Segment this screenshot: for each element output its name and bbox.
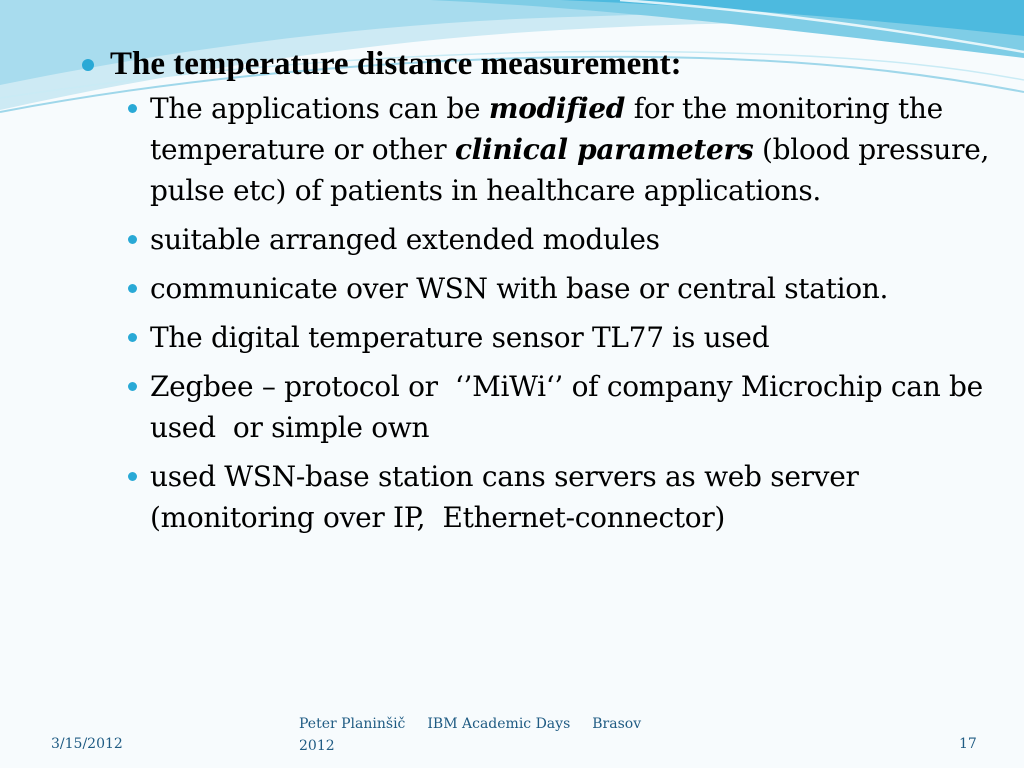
bullet-item: [78, 219, 998, 260]
footer-city: Brasov: [592, 716, 642, 732]
bullet-dot-icon: [128, 104, 137, 113]
bullet-text: suitable arranged extended modules: [150, 223, 660, 256]
footer-author: Peter Planinšič: [299, 716, 406, 732]
footer-center: [299, 713, 679, 757]
footer-page-number: 17: [959, 736, 977, 752]
slide-title: The temperature distance measurement:: [110, 46, 682, 82]
bullet-dot-icon: [128, 333, 137, 342]
bullet-item: [78, 366, 998, 448]
footer-year: 2012: [299, 738, 335, 754]
bullet-text-segment: (blood pressure, pulse etc) of patients in healthcare applications.: [150, 133, 990, 207]
bullet-dot-icon: [82, 59, 94, 71]
bullet-text: communicate over WSN with base or central station.: [150, 272, 889, 305]
bullet-item: [78, 456, 998, 538]
slide-content: [78, 42, 998, 546]
bullet-text: Zegbee – protocol or ‘’MiWi‘’ of company Microchip can be used or simple own: [150, 370, 992, 444]
bullet-dot-icon: [128, 235, 137, 244]
bullet-text: used WSN-base station cans servers as web server (monitoring over IP, Ethernet-connector): [150, 460, 868, 534]
bullet-item: [78, 268, 998, 309]
bullet-item: [78, 317, 998, 358]
footer-date: 3/15/2012: [51, 736, 123, 752]
bullet-text-segment: The applications can be: [150, 92, 489, 125]
bullet-text-segment: for the monitoring the temperature or other: [150, 92, 943, 166]
bullet-text: The digital temperature sensor TL77 is used: [150, 321, 770, 354]
bullet-dot-icon: [128, 472, 137, 481]
slide-title-bullet: [78, 42, 998, 86]
emphasis-modified: modified: [488, 92, 626, 125]
bullet-item: [78, 88, 998, 211]
footer-event: IBM Academic Days: [427, 716, 571, 732]
bullet-dot-icon: [128, 382, 137, 391]
emphasis-clinical-parameters: clinical parameters: [454, 133, 754, 166]
bullet-dot-icon: [128, 284, 137, 293]
